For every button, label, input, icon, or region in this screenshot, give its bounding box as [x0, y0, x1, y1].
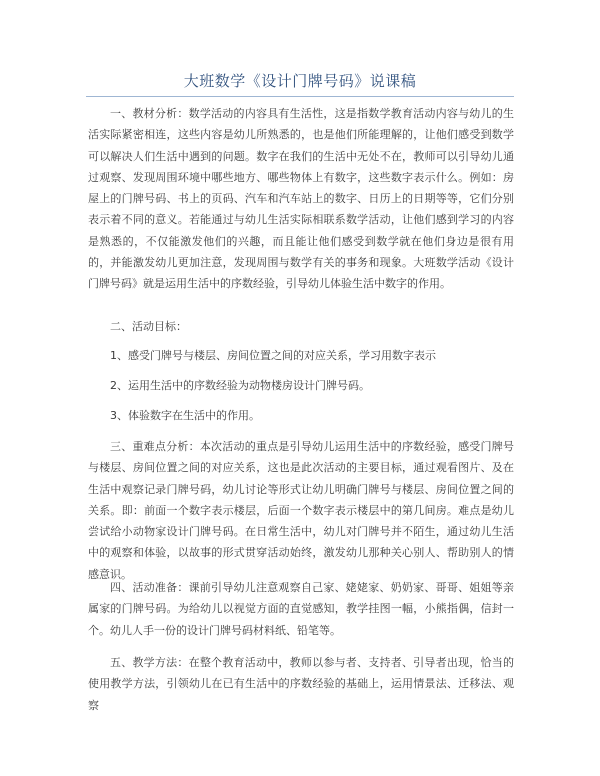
section-activity-goals-heading: 二、活动目标：	[110, 320, 187, 333]
goal-item-2: 2、运用生活中的序数经验为动物楼房设计门牌号码。	[110, 379, 370, 392]
section-teaching-methods: 五、教学方法：在整个教育活动中，教师以参与者、支持者、引导者出现，恰当的使用教学方法，引领幼儿在已有生活中的序数经验的基础上，运用情景法、迁移法、观察	[88, 656, 514, 712]
goal-item-3: 3、体验数字在生活中的作用。	[110, 409, 260, 422]
title-divider	[86, 96, 514, 97]
section-activity-preparation: 四、活动准备：课前引导幼儿注意观察自己家、姥姥家、奶奶家、哥哥、姐姐等亲属家的门牌号码。为给幼儿以视觉方面的直觉感知，教学挂图一幅，小熊指偶，信封一个。幼儿人手一份的设计门牌号码材料纸、铅笔等。	[88, 581, 514, 637]
document-title: 大班数学《设计门牌号码》说课稿	[183, 72, 417, 90]
goal-item-1: 1、感受门牌号与楼层、房间位置之间的对应关系，学习用数字表示	[110, 349, 436, 362]
section-key-difficult-points: 三、重难点分析：本次活动的重点是引导幼儿运用生活中的序数经验，感受门牌号与楼层、房间位置之间的对应关系，这也是此次活动的主要目标，通过观看图片、及在生活中观察记录门牌号码，幼儿讨论等形式让幼儿明确门牌号与楼层、房间位置之间的关系。即：前面一个数字表示楼层，后面一个数字表示楼层中的第几间房。难点是幼儿尝试给小动物家设计门牌号码。在日常生活中，幼儿对门牌号并不陌生，通过幼儿生活中的观察和体验，以故事的形式贯穿活动始终，激发幼儿那种关心别人、帮助别人的情感意识。	[88, 440, 514, 581]
section-teaching-material-analysis: 一、教材分析：数学活动的内容具有生活性，这是指数学教育活动内容与幼儿的生活实际紧密相连，这些内容是幼儿所熟悉的，也是他们所能理解的，让他们感受到数学可以解决人们生活中遇到的问题。数字在我们的生活中无处不在，教师可以引导幼儿通过观察、发现周围环境中哪些地方、哪些物体上有数字，这些数字表示什么。例如：房屋上的门牌号码、书上的页码、汽车和汽车站上的数字、日历上的日期等等，它们分别表示着不同的意义。若能通过与幼儿生活实际相联系数学活动，让他们感到学习的内容是熟悉的，不仅能激发他们的兴趣，而且能让他们感受到数学就在他们身边是很有用的，并能激发幼儿更加注意，发现周围与数学有关的事务和现象。大班数学活动《设计门牌号码》就是运用生活中的序数经验，引导幼儿体验生活中数字的作用。	[88, 107, 514, 291]
